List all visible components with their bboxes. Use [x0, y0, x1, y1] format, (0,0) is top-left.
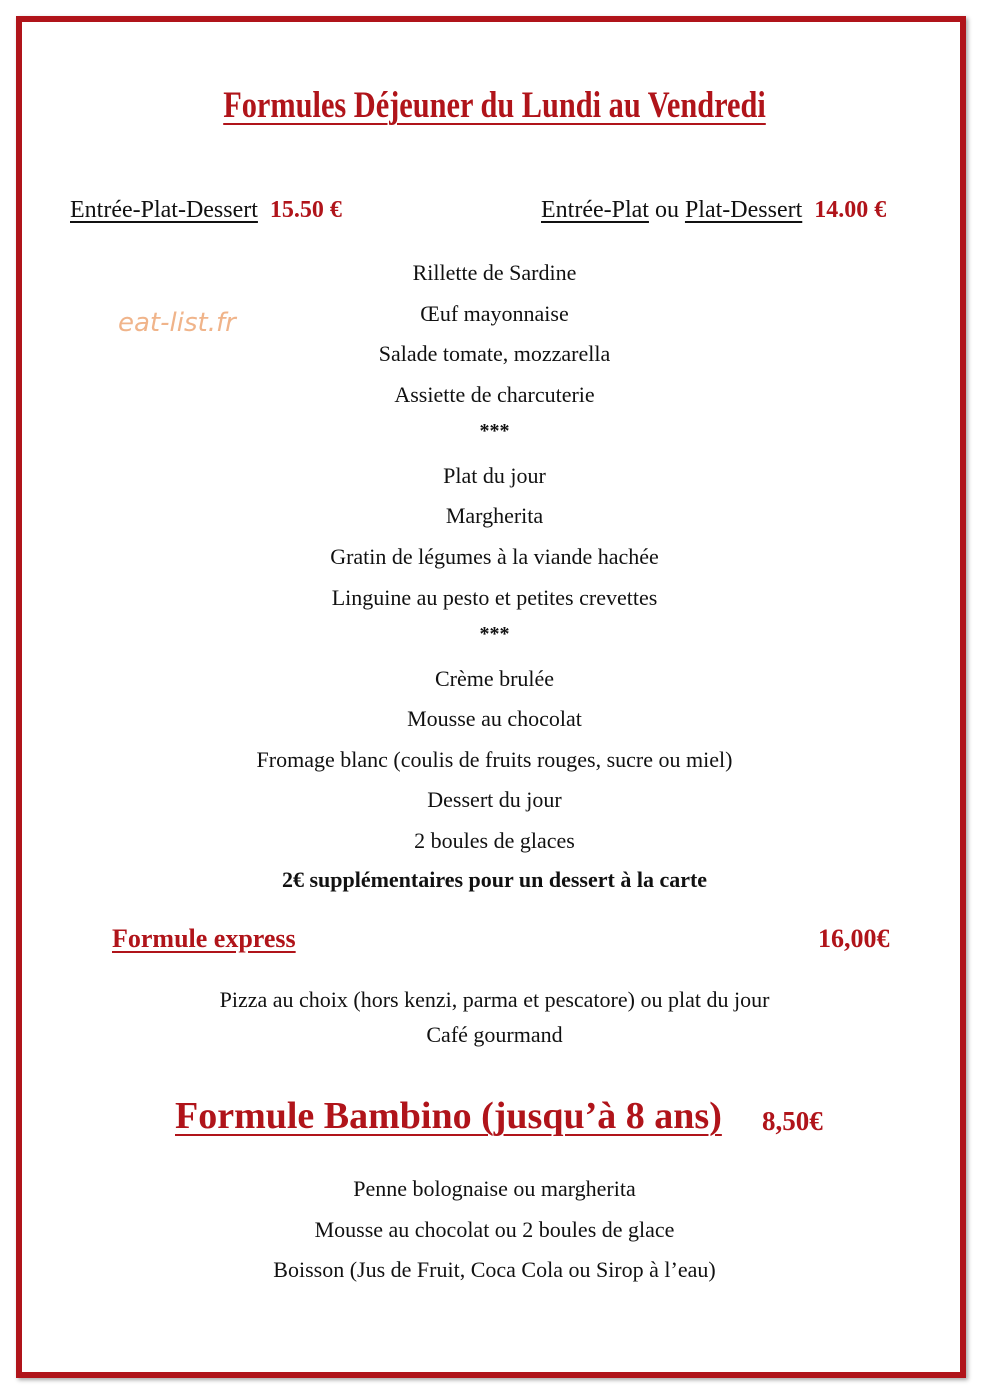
- express-title: Formule express: [112, 924, 296, 953]
- main-item: Linguine au pesto et petites crevettes: [331, 585, 658, 610]
- bambino-item: Mousse au chocolat ou 2 boules de glace: [314, 1217, 675, 1242]
- separator: ***: [479, 420, 510, 442]
- bambino-item: Penne bolognaise ou margherita: [353, 1176, 636, 1201]
- express-item: Café gourmand: [426, 1022, 563, 1047]
- formula-label-a: Entrée-Plat: [541, 197, 649, 223]
- starter-item: Rillette de Sardine: [412, 260, 577, 285]
- dessert-note: 2€ supplémentaires pour un dessert à la carte: [281, 867, 708, 892]
- dessert-item: Dessert du jour: [427, 787, 562, 812]
- main-item: Margherita: [445, 503, 544, 528]
- bambino-title: Formule Bambino (jusqu’à 8 ans): [175, 1095, 722, 1137]
- formula-entree-plat-dessert: [70, 197, 342, 224]
- dessert-item: 2 boules de glaces: [414, 828, 575, 853]
- page-title: Formules Déjeuner du Lundi au Vendredi: [223, 85, 766, 126]
- main-item: Gratin de légumes à la viande hachée: [330, 544, 659, 569]
- dessert-item: Crème brulée: [434, 666, 555, 691]
- formula-price: 15.50 €: [269, 197, 342, 223]
- main-item: Plat du jour: [443, 463, 546, 488]
- bambino-item: Boisson (Jus de Fruit, Coca Cola ou Sirop à l’eau): [273, 1257, 716, 1282]
- watermark: eat-list.fr: [118, 308, 236, 338]
- formula-price: 14.00 €: [814, 197, 887, 223]
- starter-item: Assiette de charcuterie: [394, 382, 595, 407]
- express-price: 16,00€: [818, 924, 890, 953]
- starter-item: Œuf mayonnaise: [420, 301, 569, 326]
- dessert-item: Mousse au chocolat: [407, 706, 582, 731]
- formula-label-b: Plat-Dessert: [684, 197, 803, 223]
- dessert-item: Fromage blanc (coulis de fruits rouges, sucre ou miel): [256, 747, 733, 772]
- express-item: Pizza au choix (hors kenzi, parma et pescatore) ou plat du jour: [219, 987, 770, 1012]
- bambino-price: 8,50€: [762, 1106, 823, 1136]
- formula-label: Entrée-Plat-Dessert: [70, 197, 258, 223]
- starter-item: Salade tomate, mozzarella: [378, 341, 611, 366]
- formula-connector: ou: [648, 197, 685, 223]
- formula-entree-plat-ou-plat-dessert: [541, 197, 886, 224]
- separator: ***: [479, 623, 510, 645]
